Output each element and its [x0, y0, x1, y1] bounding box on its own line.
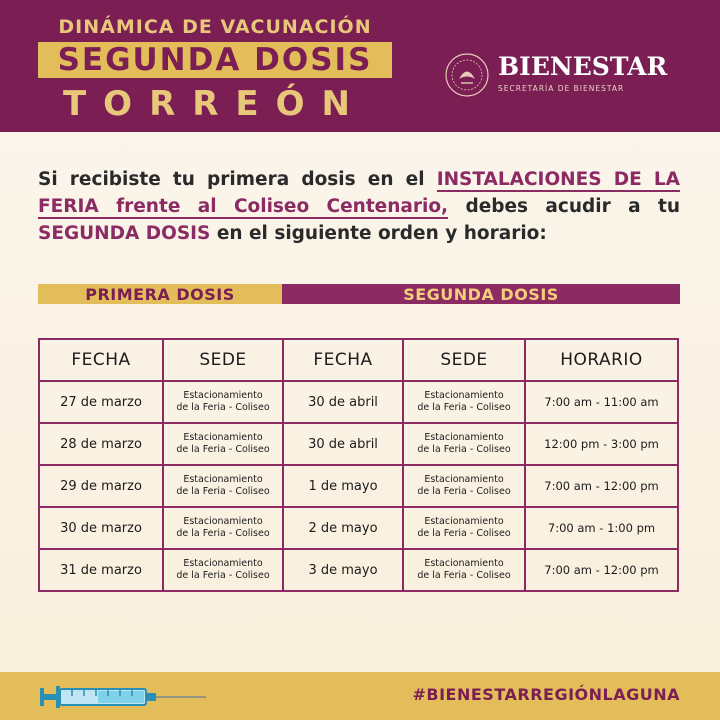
sede-line1: Estacionamiento: [424, 474, 504, 485]
header-banner: [0, 0, 720, 132]
table-row: [39, 549, 678, 591]
cell-fecha-segunda: 3 de mayo: [283, 549, 403, 591]
table-row: [39, 381, 678, 423]
sede-line1: Estacionamiento: [183, 474, 263, 485]
cell-sede-segunda: [403, 507, 525, 549]
cell-fecha-primera: 31 de marzo: [39, 549, 163, 591]
cell-sede-primera: [163, 507, 283, 549]
intro-part3: en el siguiente orden y horario:: [210, 223, 547, 244]
col-header-fecha2: FECHA: [283, 339, 403, 381]
cell-fecha-primera: 28 de marzo: [39, 423, 163, 465]
cell-horario: 7:00 am - 11:00 am: [525, 381, 678, 423]
cell-sede-primera: [163, 465, 283, 507]
sede-line2: de la Feria - Coliseo: [417, 486, 511, 497]
sede-line2: de la Feria - Coliseo: [176, 486, 270, 497]
sede-line1: Estacionamiento: [183, 516, 263, 527]
cell-sede-segunda: [403, 549, 525, 591]
cell-fecha-primera: 27 de marzo: [39, 381, 163, 423]
cell-fecha-segunda: 1 de mayo: [283, 465, 403, 507]
sede-line2: de la Feria - Coliseo: [176, 402, 270, 413]
hashtag-text: #BIENESTARREGIÓNLAGUNA: [412, 685, 680, 704]
sede-line1: Estacionamiento: [424, 558, 504, 569]
segunda-dosis-band: SEGUNDA DOSIS: [282, 284, 680, 304]
table-row: [39, 423, 678, 465]
col-header-sede1: SEDE: [163, 339, 283, 381]
cell-horario: 7:00 am - 1:00 pm: [525, 507, 678, 549]
col-header-fecha1: FECHA: [39, 339, 163, 381]
sede-line1: Estacionamiento: [424, 390, 504, 401]
cell-horario: 12:00 pm - 3:00 pm: [525, 423, 678, 465]
sede-line1: Estacionamiento: [424, 516, 504, 527]
sede-line1: Estacionamiento: [183, 390, 263, 401]
col-header-sede2: SEDE: [403, 339, 525, 381]
table-header-row: [39, 339, 678, 381]
cell-sede-primera: [163, 549, 283, 591]
intro-location: INSTALACIONES DE LA FERIA frente al Coliseo Centenario,: [38, 169, 680, 217]
sede-line2: de la Feria - Coliseo: [417, 444, 511, 455]
cell-horario: 7:00 am - 12:00 pm: [525, 465, 678, 507]
intro-part1: Si recibiste tu primera dosis en el: [38, 169, 437, 190]
cell-sede-segunda: [403, 381, 525, 423]
sede-line2: de la Feria - Coliseo: [417, 402, 511, 413]
header-subtitle: DINÁMICA DE VACUNACIÓN: [58, 16, 372, 38]
syringe-icon: [38, 680, 208, 714]
sede-line1: Estacionamiento: [183, 558, 263, 569]
cell-sede-primera: [163, 423, 283, 465]
sede-line2: de la Feria - Coliseo: [417, 570, 511, 581]
col-header-horario: HORARIO: [525, 339, 678, 381]
intro-text: [38, 166, 680, 247]
sede-line2: de la Feria - Coliseo: [176, 570, 270, 581]
schedule-table: [38, 338, 679, 592]
cell-horario: 7:00 am - 12:00 pm: [525, 549, 678, 591]
cell-sede-primera: [163, 381, 283, 423]
intro-part2: debes acudir a tu: [448, 196, 680, 217]
intro-dose: SEGUNDA DOSIS: [38, 223, 211, 244]
cell-sede-segunda: [403, 423, 525, 465]
table-row: [39, 507, 678, 549]
cell-sede-segunda: [403, 465, 525, 507]
header-title: SEGUNDA DOSIS: [38, 42, 392, 78]
coat-of-arms-icon: [444, 52, 490, 98]
brand-name: BIENESTAR: [498, 52, 668, 81]
sede-line2: de la Feria - Coliseo: [417, 528, 511, 539]
header-city: TORREÓN: [62, 84, 368, 124]
table-row: [39, 465, 678, 507]
footer-bar: [0, 672, 720, 720]
cell-fecha-segunda: 30 de abril: [283, 381, 403, 423]
cell-fecha-primera: 30 de marzo: [39, 507, 163, 549]
brand-subtitle: SECRETARÍA DE BIENESTAR: [498, 84, 625, 93]
sede-line1: Estacionamiento: [424, 432, 504, 443]
sede-line1: Estacionamiento: [183, 432, 263, 443]
sede-line2: de la Feria - Coliseo: [176, 528, 270, 539]
sede-line2: de la Feria - Coliseo: [176, 444, 270, 455]
cell-fecha-segunda: 2 de mayo: [283, 507, 403, 549]
primera-dosis-band: PRIMERA DOSIS: [38, 284, 282, 304]
cell-fecha-segunda: 30 de abril: [283, 423, 403, 465]
cell-fecha-primera: 29 de marzo: [39, 465, 163, 507]
